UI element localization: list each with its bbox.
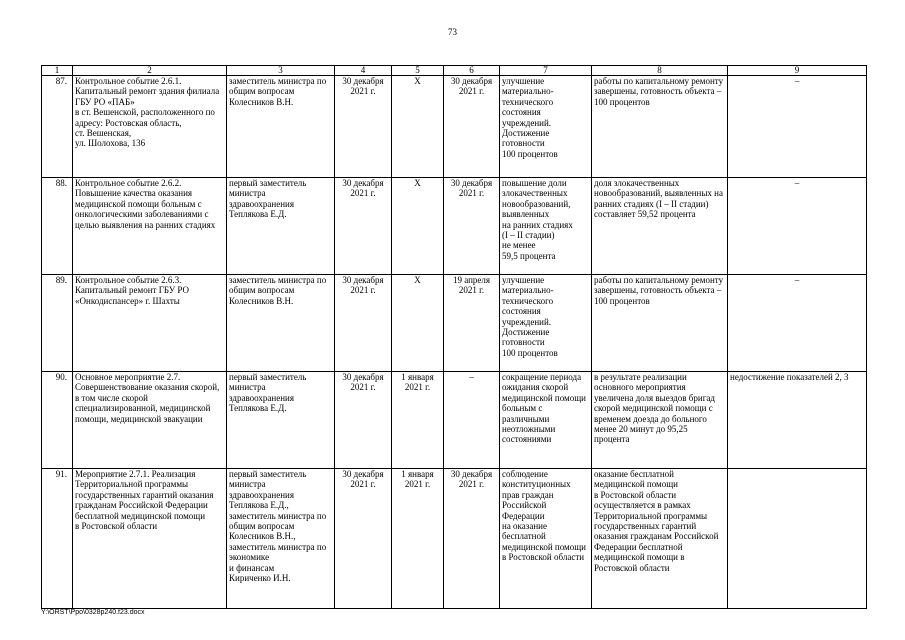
row-number: 87. [42, 76, 73, 178]
responsible-cell: заместитель министра по общим вопросам Колесников В.Н. [227, 76, 335, 178]
planned-date-cell: 30 декабря 2021 г. [335, 372, 392, 469]
row-number: 90. [42, 372, 73, 469]
row-number: 91. [42, 469, 73, 609]
column-number: 1 [42, 66, 73, 76]
expected-result-cell: сокращение периода ожидания скорой медицинской помощи больным с различными неотложными состояниями [500, 372, 592, 469]
start-date-cell: X [392, 275, 444, 372]
event-cell: Основное мероприятие 2.7. Совершенствование оказания скорой, в том числе скорой специализированной, медицинской помощи, медицинской эвакуации [73, 372, 227, 469]
column-number: 4 [335, 66, 392, 76]
issues-cell [728, 469, 867, 609]
table-row [42, 178, 867, 275]
responsible-cell: первый заместитель министра здравоохранения Теплякова Е.Д. [227, 178, 335, 275]
row-number: 88. [42, 178, 73, 275]
planned-date-cell: 30 декабря 2021 г. [335, 469, 392, 609]
end-date-cell: 30 декабря 2021 г. [444, 469, 500, 609]
column-number: 6 [444, 66, 500, 76]
start-date-cell: 1 января 2021 г. [392, 372, 444, 469]
table-row [42, 372, 867, 469]
responsible-cell: заместитель министра по общим вопросам Колесников В.Н. [227, 275, 335, 372]
expected-result-cell: улучшение материально-технического состояния учреждений. Достижение готовности 100 процентов [500, 275, 592, 372]
end-date-cell: 19 апреля 2021 г. [444, 275, 500, 372]
issues-cell: недостижение показателей 2, 3 [728, 372, 867, 469]
column-number: 9 [728, 66, 867, 76]
issues-cell: – [728, 275, 867, 372]
page-number: 73 [448, 27, 457, 37]
end-date-cell: – [444, 372, 500, 469]
row-number: 89. [42, 275, 73, 372]
actual-result-cell: работы по капитальному ремонту завершены, готовность объекта – 100 процентов [592, 76, 728, 178]
actual-result-cell: оказание бесплатной медицинской помощи в Ростовской области осуществляется в рамках Территориальной программы государственных гарантий оказания гражданам Российской Федерации бесплатной медицинской помощи в Ростовской области [592, 469, 728, 609]
column-number: 5 [392, 66, 444, 76]
actual-result-cell: доля злокачественных новообразований, выявленных на ранних стадиях (I – II стадии) составляет 59,52 процента [592, 178, 728, 275]
responsible-cell: первый заместитель министра здравоохранения Теплякова Е.Д., заместитель министра по общим вопросам Колесников В.Н., заместитель министра по экономике и финансам Кириченко И.Н. [227, 469, 335, 609]
expected-result-cell: соблюдение конституционных прав граждан Российской Федерации на оказание бесплатной медицинской помощи в Ростовской области [500, 469, 592, 609]
column-number: 3 [227, 66, 335, 76]
event-cell: Контрольное событие 2.6.3. Капитальный ремонт ГБУ РО «Онкодиспансер» г. Шахты [73, 275, 227, 372]
event-cell: Контрольное событие 2.6.1. Капитальный ремонт здания филиала ГБУ РО «ПАБ» в ст. Вешенской, расположенного по адресу: Ростовская область, ст. Вешенская, ул. Шолохова, 136 [73, 76, 227, 178]
end-date-cell: 30 декабря 2021 г. [444, 178, 500, 275]
column-number: 7 [500, 66, 592, 76]
start-date-cell: X [392, 76, 444, 178]
table-row [42, 76, 867, 178]
column-number-row [42, 66, 867, 76]
start-date-cell: 1 января 2021 г. [392, 469, 444, 609]
column-number: 2 [73, 66, 227, 76]
planned-date-cell: 30 декабря 2021 г. [335, 275, 392, 372]
event-cell: Контрольное событие 2.6.2. Повышение качества оказания медицинской помощи больным с онкологическими заболеваниями с целью выявления на ранних стадиях [73, 178, 227, 275]
table-row [42, 275, 867, 372]
expected-result-cell: улучшение материально-технического состояния учреждений. Достижение готовности 100 процентов [500, 76, 592, 178]
issues-cell: – [728, 178, 867, 275]
actual-result-cell: в результате реализации основного мероприятия увеличена доля выездов бригад скорой медицинской помощи с временем доезда до больного менее 20 минут до 95,25 процента [592, 372, 728, 469]
issues-cell: – [728, 76, 867, 178]
event-cell: Мероприятие 2.7.1. Реализация Территориальной программы государственных гарантий оказания гражданам Российской Федерации бесплатной медицинской помощи в Ростовской области [73, 469, 227, 609]
table-row [42, 469, 867, 609]
end-date-cell: 30 декабря 2021 г. [444, 76, 500, 178]
planned-date-cell: 30 декабря 2021 г. [335, 76, 392, 178]
expected-result-cell: повышение доли злокачественных новообразований, выявленных на ранних стадиях (I – II стадии) не менее 59,5 процента [500, 178, 592, 275]
report-table [41, 65, 867, 609]
planned-date-cell: 30 декабря 2021 г. [335, 178, 392, 275]
actual-result-cell: работы по капитальному ремонту завершены, готовность объекта – 100 процентов [592, 275, 728, 372]
responsible-cell: первый заместитель министра здравоохранения Теплякова Е.Д. [227, 372, 335, 469]
column-number: 8 [592, 66, 728, 76]
start-date-cell: X [392, 178, 444, 275]
file-path-footer: Y:\ORST\Ppo\0328p240.f23.docx [41, 609, 145, 616]
